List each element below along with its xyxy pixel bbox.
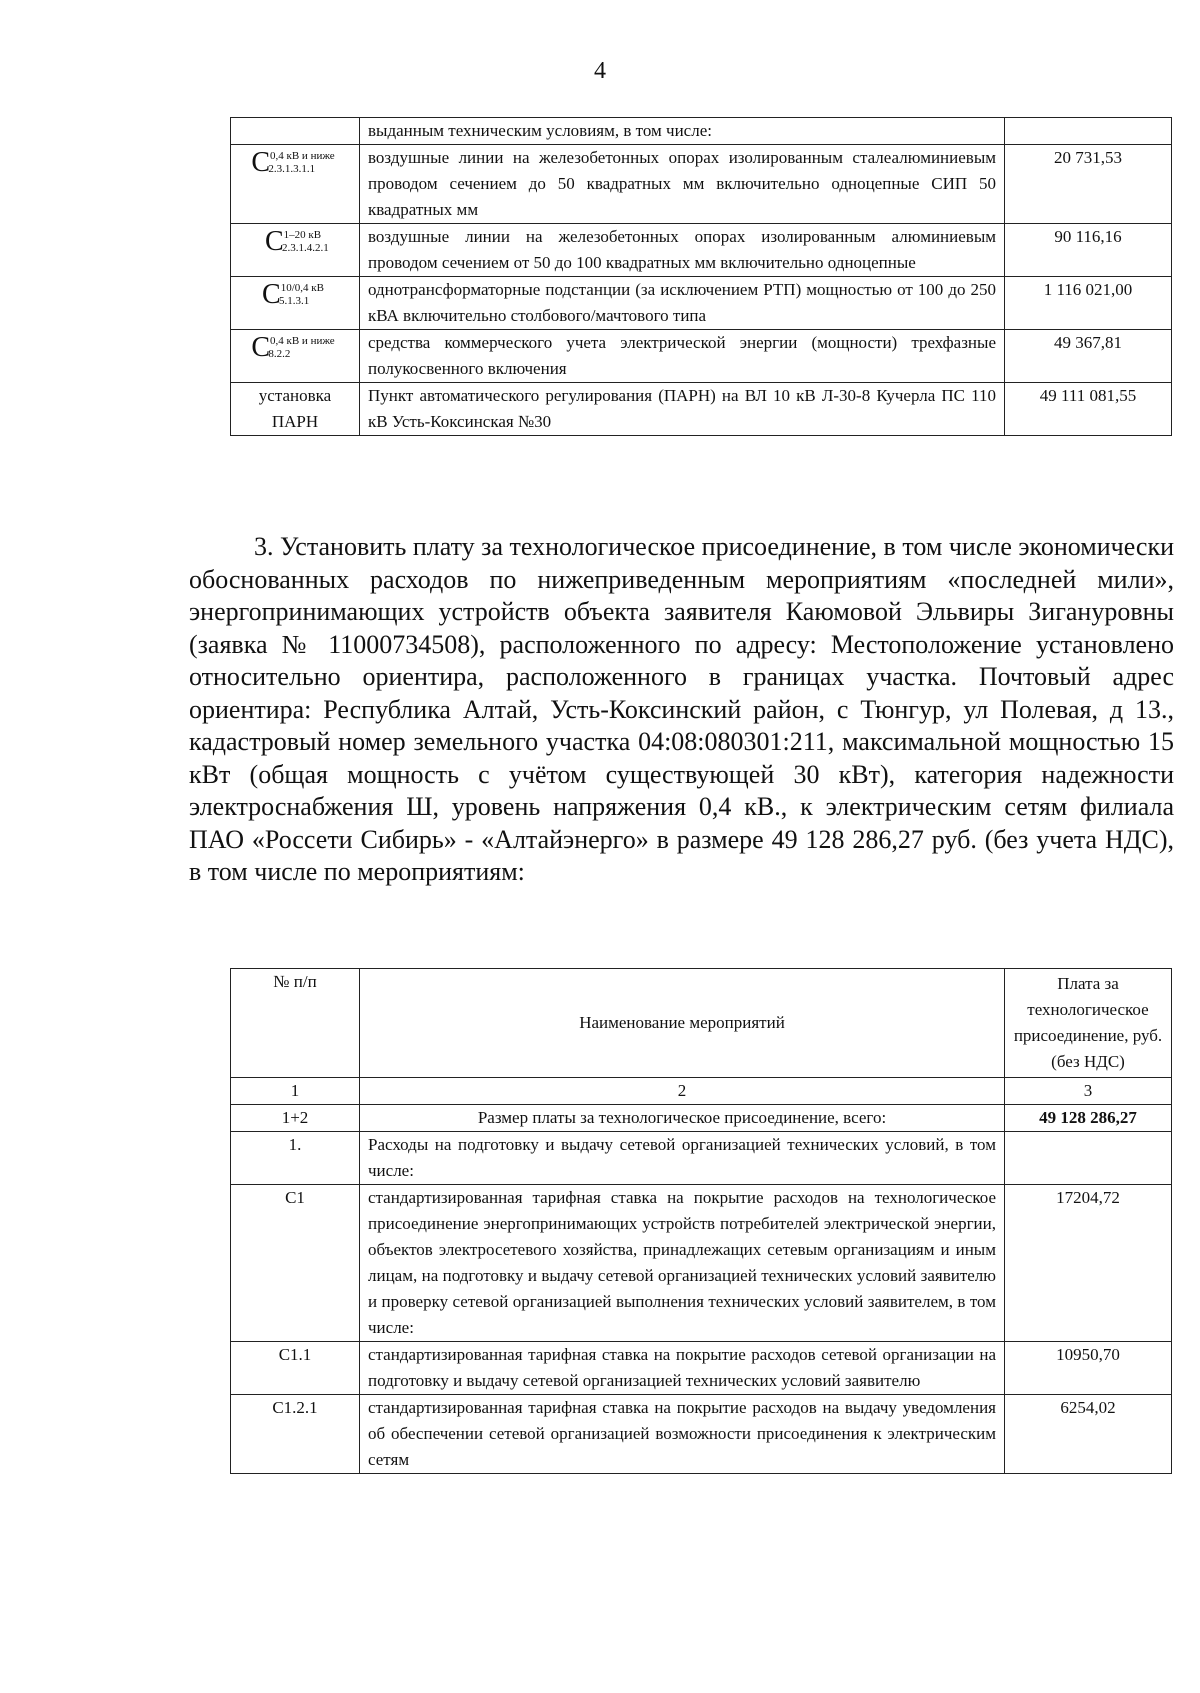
table-row xyxy=(231,1342,1172,1395)
table-row xyxy=(231,1132,1172,1185)
rate-value: 20 731,53 xyxy=(1005,145,1172,224)
measure-description: воздушные линии на железобетонных опорах изолированным алюминиевым проводом сечением от 50 до 100 квадратных мм включительно одноцепные xyxy=(360,224,1005,277)
measure-description: Пункт автоматического регулирования (ПАРН) на ВЛ 10 кВ Л-30-8 Кучерла ПС 110 кВ Усть-Коксинская №30 xyxy=(360,383,1005,436)
rate-code-cell xyxy=(231,145,360,224)
item-description: стандартизированная тарифная ставка на покрытие расходов на выдачу уведомления об обеспечении сетевой организацией возможности присоединения к электрическим сетям xyxy=(360,1395,1005,1474)
header-fee: Плата за технологическое присоединение, руб.(без НДС) xyxy=(1005,969,1172,1078)
rate-symbol: $C^{0,4 кВ и ниже}$ 2.3.1.3.1.1 xyxy=(251,147,335,178)
table-row xyxy=(231,145,1172,224)
rate-voltage-superscript: 0,4 кВ и ниже xyxy=(270,335,335,347)
column-number: 1 xyxy=(231,1078,360,1105)
item-description: стандартизированная тарифная ставка на покрытие расходов на технологическое присоединение энергопринимающих устройств потребителей электрической энергии, объектов электросетевого хозяйства, принадлежащих сетевым организациям и иным лицам, на подготовку и выдачу сетевой организацией технических условий заявителю и проверку сетевой организацией выполнения технических условий заявителем, в том числе: xyxy=(360,1185,1005,1342)
connection-fee-table xyxy=(230,968,1172,1474)
rate-voltage-superscript: 10/0,4 кВ xyxy=(280,282,324,294)
item-code: 1. xyxy=(231,1132,360,1185)
item-description: Расходы на подготовку и выдачу сетевой организацией технических условий, в том числе: xyxy=(360,1132,1005,1185)
table-row xyxy=(231,1185,1172,1342)
table-row xyxy=(231,118,1172,145)
item-fee xyxy=(1005,1132,1172,1185)
rate-symbol: $C^{1-20 кВ}$ 2.3.1.4.2.1 xyxy=(264,226,329,257)
item-fee: 6254,02 xyxy=(1005,1395,1172,1474)
rate-index-subscript: 2.3.1.3.1.1 xyxy=(268,163,316,175)
rate-value: 49 367,81 xyxy=(1005,330,1172,383)
rate-symbol: $C^{10/0,4 кВ}$ 5.1.3.1 xyxy=(262,279,324,310)
rate-code-cell xyxy=(231,224,360,277)
header-number: № п/п xyxy=(231,969,360,1078)
table-row xyxy=(231,277,1172,330)
item-description: Размер платы за технологическое присоединение, всего: xyxy=(360,1105,1005,1132)
measure-description: однотрансформаторные подстанции (за исключением РТП) мощностью от 100 до 250 кВА включительно столбового/мачтового типа xyxy=(360,277,1005,330)
rate-index-subscript: 8.2.2 xyxy=(268,348,291,360)
rate-value: 49 111 081,55 xyxy=(1005,383,1172,436)
table-row xyxy=(231,330,1172,383)
rate-value: 1 116 021,00 xyxy=(1005,277,1172,330)
item-code: 1+2 xyxy=(231,1105,360,1132)
item-description: стандартизированная тарифная ставка на покрытие расходов сетевой организации на подготовку и выдачу сетевой организацией технических условий заявителю xyxy=(360,1342,1005,1395)
item-fee: 10950,70 xyxy=(1005,1342,1172,1395)
column-number-row xyxy=(231,1078,1172,1105)
rate-index-subscript: 2.3.1.4.2.1 xyxy=(281,242,329,254)
measure-description: воздушные линии на железобетонных опорах изолированным сталеалюминиевым проводом сечением до 50 квадратных мм включительно одноцепные СИП 50 квадратных мм xyxy=(360,145,1005,224)
tariff-rates-table-continued xyxy=(230,117,1172,436)
item-fee: 17204,72 xyxy=(1005,1185,1172,1342)
measure-description: выданным техническим условиям, в том числе: xyxy=(360,118,1005,145)
item-code: C1 xyxy=(231,1185,360,1342)
column-number: 2 xyxy=(360,1078,1005,1105)
rate-code-cell: установка ПАРН xyxy=(231,383,360,436)
table-row-total xyxy=(231,1105,1172,1132)
rate-symbol: $C^{0,4 кВ и ниже}$ 8.2.2 xyxy=(251,332,335,363)
table-header-row xyxy=(231,969,1172,1078)
table-row xyxy=(231,1395,1172,1474)
page-number: 4 xyxy=(594,58,606,84)
table-row xyxy=(231,224,1172,277)
item-code: C1.1 xyxy=(231,1342,360,1395)
rate-voltage-superscript: 0,4 кВ и ниже xyxy=(270,150,335,162)
item-fee: 49 128 286,27 xyxy=(1005,1105,1172,1132)
rate-code-cell xyxy=(231,277,360,330)
column-number: 3 xyxy=(1005,1078,1172,1105)
rate-voltage-superscript: 1–20 кВ xyxy=(283,229,322,241)
rate-value xyxy=(1005,118,1172,145)
rate-value: 90 116,16 xyxy=(1005,224,1172,277)
table-row xyxy=(231,383,1172,436)
rate-index-subscript: 5.1.3.1 xyxy=(279,295,310,307)
clause-3-paragraph: 3. Установить плату за технологическое присоединение, в том числе экономически обоснованных расходов по нижеприведенным мероприятиям «последней мили», энергопринимающих устройств объекта заявителя Каюмовой Эльвиры Зигануровны (заявка № 11000734508), расположенного по адресу: Местоположение установлено относительно ориентира, расположенного в границах участка. Почтовый адрес ориентира: Республика Алтай, Усть-Коксинский район, с Тюнгур, ул Полевая, д 13., кадастровый номер земельного участка 04:08:080301:211, максимальной мощностью 15 кВт (общая мощность с учётом существующей 30 кВт), категория надежности электроснабжения Ш, уровень напряжения 0,4 кВ., к электрическим сетям филиала ПАО «Россети Сибирь» - «Алтайэнерго» в размере 49 128 286,27 руб. (без учета НДС), в том числе по мероприятиям: xyxy=(189,532,1174,886)
item-code: C1.2.1 xyxy=(231,1395,360,1474)
header-measure-name: Наименование мероприятий xyxy=(360,969,1005,1078)
rate-code-cell xyxy=(231,330,360,383)
measure-description: средства коммерческого учета электрической энергии (мощности) трехфазные полукосвенного включения xyxy=(360,330,1005,383)
rate-code-cell xyxy=(231,118,360,145)
